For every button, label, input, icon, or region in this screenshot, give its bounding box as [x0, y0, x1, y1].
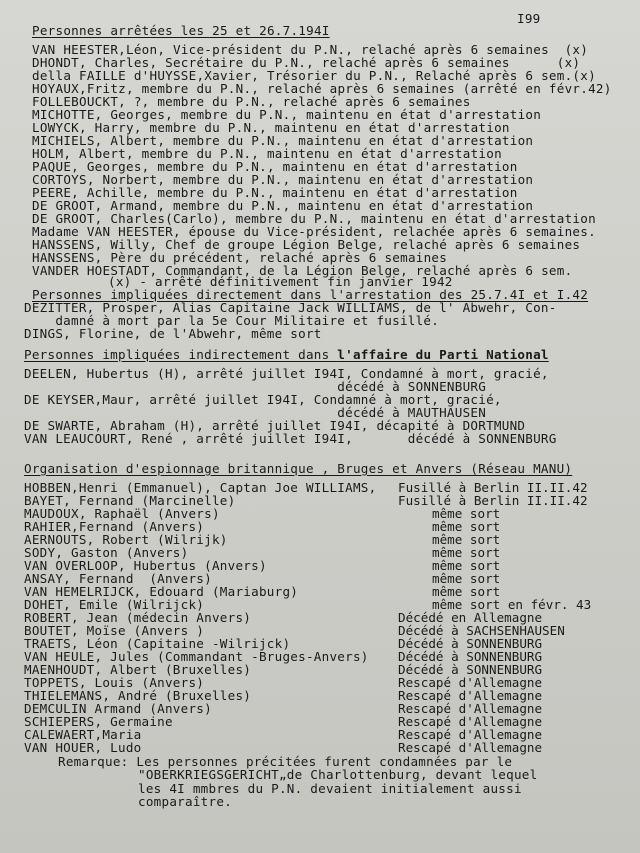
network-member-fate: même sort en févr. 43 [432, 597, 592, 612]
indirect-line: décédé à MAUTHAUSEN [24, 405, 487, 420]
network-member-name: BAYET, Fernand (Marcinelle) [24, 493, 236, 508]
direct-line: damné à mort par la 5e Cour Militaire et fusillé. [24, 313, 440, 328]
arrest-line: MICHIELS, Albert, membre du P.N., maintenu en état d'arrestation [32, 133, 534, 148]
network-member-fate: Rescapé d'Allemagne [398, 688, 543, 703]
network-member-fate: même sort [432, 571, 501, 586]
section-heading-espionage: Organisation d'espionnage britannique , Bruges et Anvers (Réseau MANU) [24, 461, 573, 476]
remark-line: Remarque: Les personnes précitées furent condamnées par le [58, 754, 513, 769]
network-member-fate: Décédé à SONNENBURG [398, 636, 543, 651]
indirect-line: DE KEYSER,Maur, arrêté juillet I94I, Condamné à mort, gracié, [24, 392, 502, 407]
section-heading-direct: Personnes impliquées directement dans l'arrestation des 25.7.4I et I.42 [32, 287, 589, 302]
network-member-name: THIELEMANS, André (Bruxelles) [24, 688, 252, 703]
arrest-line: DE GROOT, Charles(Carlo), membre du P.N., maintenu en état d'arrestation [32, 211, 596, 226]
network-member-name: DEMCULIN Armand (Anvers) [24, 701, 212, 716]
network-member-name: VAN HEMELRIJCK, Edouard (Mariaburg) [24, 584, 299, 599]
footnote: (x) - arrêté définitivement fin janvier 1942 [108, 274, 453, 289]
network-member-fate: même sort [432, 545, 501, 560]
indirect-line: décédé à SONNENBURG [24, 379, 487, 394]
network-member-name: HOBBEN,Henri (Emmanuel), Captan Joe WILLIAMS, [24, 480, 377, 495]
network-member-name: RAHIER,Fernand (Anvers) [24, 519, 205, 534]
arrest-line: DHONDT, Charles, Secrétaire du P.N., relaché après 6 semaines (x) [32, 55, 581, 70]
remark-line: comparaître. [138, 794, 232, 809]
network-member-name: DOHET, Emile (Wilrijck) [24, 597, 205, 612]
network-member-name: VAN HOUER, Ludo [24, 740, 142, 755]
remark-line: "OBERKRIEGSGERICHT„de Charlottenburg, devant lequel [138, 767, 538, 782]
network-member-fate: même sort [432, 532, 501, 547]
arrest-line: LOWYCK, Harry, membre du P.N., maintenu en état d'arrestation [32, 120, 510, 135]
network-member-fate: Décédé à SACHSENHAUSEN [398, 623, 565, 638]
network-member-name: AERNOUTS, Robert (Wilrijk) [24, 532, 228, 547]
network-member-fate: Rescapé d'Allemagne [398, 675, 543, 690]
arrest-line: HOYAUX,Fritz, membre du P.N., relaché après 6 semaines (arrêté en févr.42) [32, 81, 612, 96]
arrest-line: PEERE, Achille, membre du P.N., maintenu en état d'arrestation [32, 185, 518, 200]
indirect-line: DE SWARTE, Abraham (H), arrêté juillet I94I, décapité à DORTMUND [24, 418, 526, 433]
network-member-name: MAENHOUDT, Albert (Bruxelles) [24, 662, 252, 677]
page-number: I99 [517, 11, 541, 26]
network-member-name: ROBERT, Jean (médecin Anvers) [24, 610, 252, 625]
arrest-line: VAN HEESTER,Léon, Vice-président du P.N., relaché après 6 semaines (x) [32, 42, 589, 57]
arrest-line: Madame VAN HEESTER, épouse du Vice-président, relachée après 6 semaines. [32, 224, 596, 239]
network-member-name: VAN OVERLOOP, Hubertus (Anvers) [24, 558, 267, 573]
arrest-line: FOLLEBOUCKT, ?, membre du P.N., relaché après 6 semaines [32, 94, 471, 109]
heading-text: Personnes impliquées indirectement dans [24, 347, 338, 362]
arrest-line: VANDER HOESTADT, Commandant, de la Légion Belge, relaché après 6 sem. [32, 263, 573, 278]
network-member-name: ANSAY, Fernand (Anvers) [24, 571, 212, 586]
arrest-line: MICHOTTE, Georges, membre du P.N., maintenu en état d'arrestation [32, 107, 542, 122]
section-heading-arrests: Personnes arrêtées les 25 et 26.7.194I [32, 23, 330, 38]
arrest-line: HANSSENS, Willy, Chef de groupe Légion Belge, relaché après 6 semaines [32, 237, 581, 252]
network-member-fate: Rescapé d'Allemagne [398, 701, 543, 716]
arrest-line: HOLM, Albert, membre du P.N., maintenu en état d'arrestation [32, 146, 502, 161]
heading-bold-text: l'affaire du Parti National [337, 347, 549, 362]
network-member-fate: Décédé en Allemagne [398, 610, 543, 625]
network-member-fate: même sort [432, 506, 501, 521]
network-member-fate: Fusillé à Berlin II.II.42 [398, 480, 588, 495]
direct-line: DINGS, Florine, de l'Abwehr, même sort [24, 326, 322, 341]
section-heading-indirect [24, 348, 549, 361]
arrest-line: PAQUE, Georges, membre du P.N., maintenu en état d'arrestation [32, 159, 518, 174]
arrest-line: HANSSENS, Père du précédent, relaché après 6 semaines [32, 250, 448, 265]
network-member-fate: même sort [432, 584, 501, 599]
remark-line: les 4I mmbres du P.N. devaient initialement aussi [138, 781, 522, 796]
network-member-name: TOPPETS, Louis (Anvers) [24, 675, 205, 690]
indirect-line: VAN LEAUCOURT, René , arrêté juillet I94I, décédé à SONNENBURG [24, 431, 557, 446]
network-member-name: CALEWAERT,Maria [24, 727, 142, 742]
network-member-fate: Fusillé à Berlin II.II.42 [398, 493, 588, 508]
arrest-line: CORTOYS, Norbert, membre du P.N., maintenu en état d'arrestation [32, 172, 534, 187]
network-member-fate: même sort [432, 558, 501, 573]
network-member-name: TRAETS, Léon (Capitaine -Wilrijck) [24, 636, 291, 651]
direct-line: DEZITTER, Prosper, Alias Capitaine Jack WILLIAMS, de l' Abwehr, Con- [24, 300, 557, 315]
network-member-name: SCHIEPERS, Germaine [24, 714, 173, 729]
network-member-fate: Décédé à SONNENBURG [398, 662, 543, 677]
network-member-fate: même sort [432, 519, 501, 534]
network-member-name: MAUDOUX, Raphaël (Anvers) [24, 506, 220, 521]
network-member-name: VAN HEULE, Jules (Commandant -Bruges-Anvers) [24, 649, 369, 664]
network-member-fate: Rescapé d'Allemagne [398, 714, 543, 729]
network-member-fate: Rescapé d'Allemagne [398, 740, 543, 755]
network-member-name: BOUTET, Moïse (Anvers ) [24, 623, 205, 638]
arrest-line: DE GROOT, Armand, membre du P.N., maintenu en état d'arrestation [32, 198, 534, 213]
indirect-line: DEELEN, Hubertus (H), arrêté juillet I94I, Condamné à mort, gracié, [24, 366, 549, 381]
network-member-fate: Rescapé d'Allemagne [398, 727, 543, 742]
network-member-name: SODY, Gaston (Anvers) [24, 545, 189, 560]
network-member-fate: Décédé à SONNENBURG [398, 649, 543, 664]
arrest-line: della FAILLE d'HUYSSE,Xavier, Trésorier du P.N., Relaché après 6 sem.(x) [32, 68, 596, 83]
